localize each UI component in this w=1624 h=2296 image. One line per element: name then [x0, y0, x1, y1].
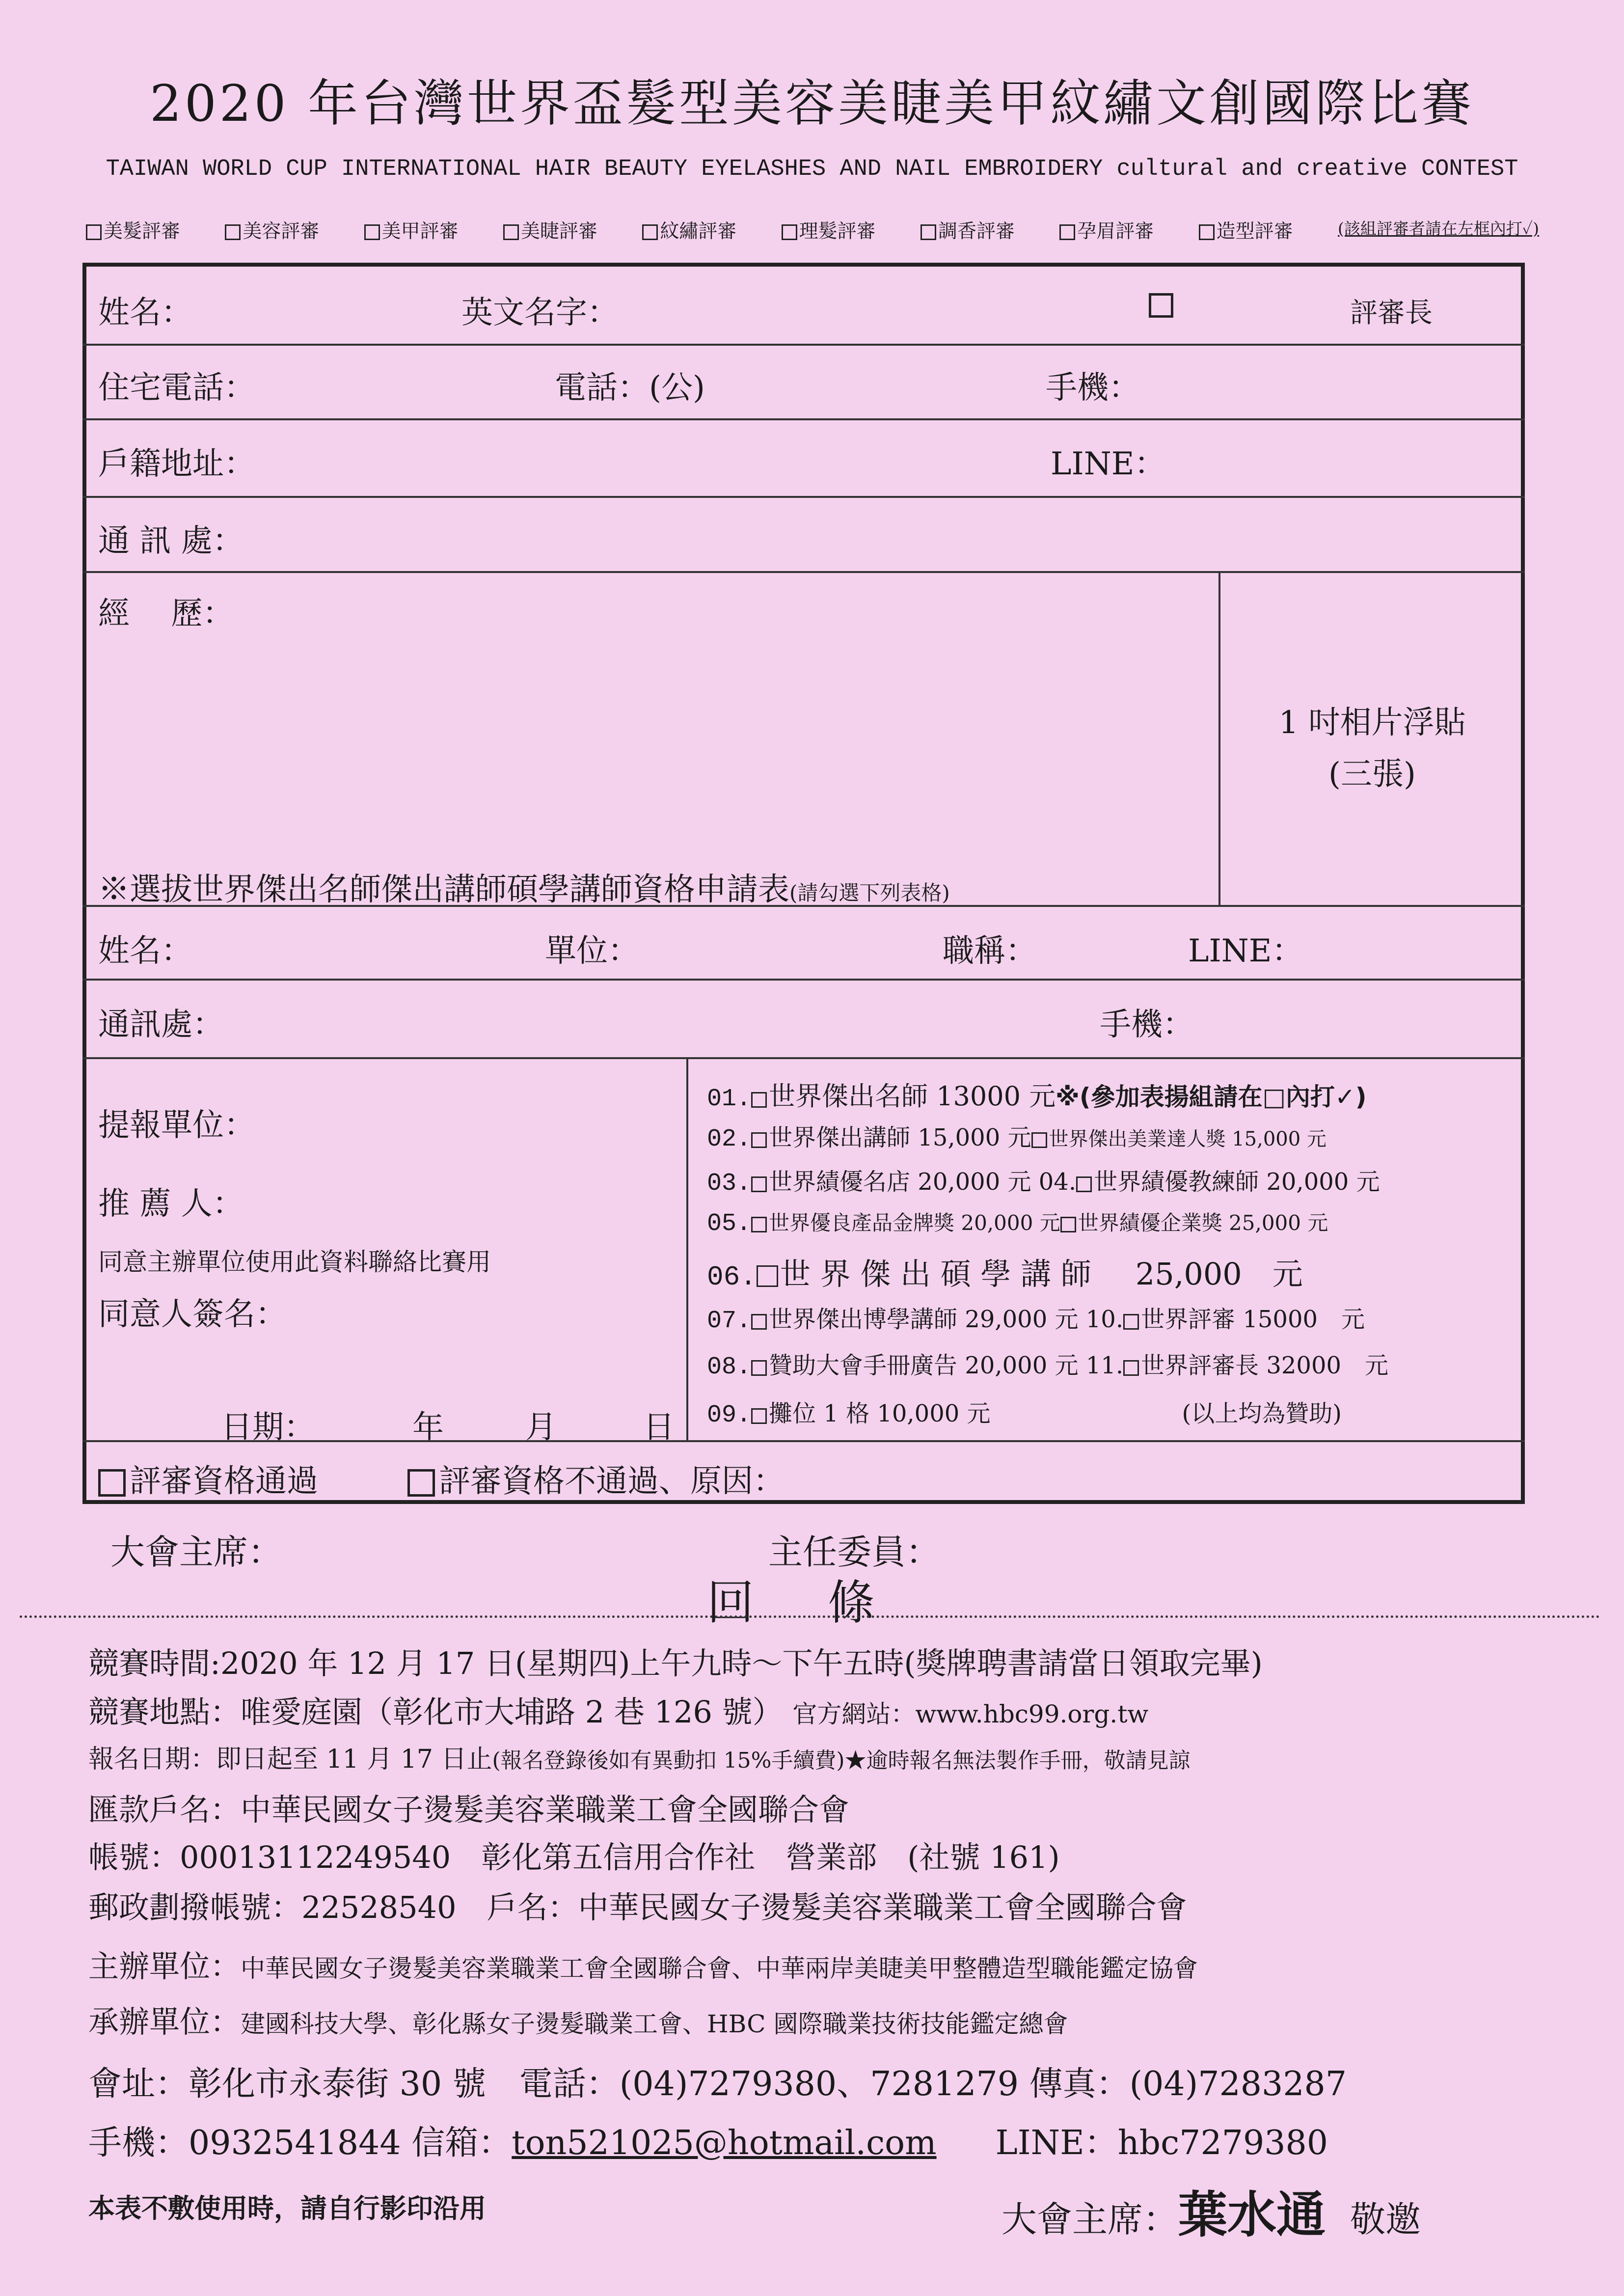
account-number: 帳號：00013112249540 彰化第五信用合作社 營業部 (社號 161)	[88, 1839, 1060, 1875]
checkbox-icon[interactable]	[751, 1408, 767, 1424]
checkbox-icon[interactable]	[1059, 224, 1075, 240]
co-organizer: 承辦單位：建國科技大學、彰化縣女子燙髮職業工會、HBC 國際職業技術技能鑑定總會	[88, 2004, 1068, 2040]
judge-cat-4[interactable]: 紋繡評審	[642, 216, 736, 244]
address-label: 戶籍地址：	[98, 446, 255, 482]
judge-cat-0[interactable]: 美髮評審	[86, 216, 180, 244]
email-link[interactable]: ton521025@hotmail.com	[512, 2124, 937, 2162]
option-03-04[interactable]: 03. 世界績優名店 20,000 元 04. 世界績優教練師 20,000 元	[707, 1168, 1380, 1198]
judge-category-row	[86, 216, 1539, 244]
consent-sign-label: 同意人簽名：	[98, 1296, 287, 1333]
judge-cat-8[interactable]: 造型評審	[1199, 216, 1293, 244]
english-name-label: 英文名字：	[461, 295, 619, 331]
recommender-label: 推 薦 人：	[98, 1186, 244, 1222]
checkbox-icon[interactable]	[364, 224, 380, 240]
checkbox-icon[interactable]	[1031, 1132, 1047, 1148]
checkbox-icon[interactable]	[1123, 1360, 1139, 1376]
chairman-signature: 大會主席：	[110, 1532, 282, 1572]
checkbox-icon[interactable]	[751, 1132, 767, 1148]
option-01[interactable]: 01. 世界傑出名師 13000 元※(參加表揚組請在□內打✓)	[707, 1081, 1367, 1113]
judge-note: (該組評審者請在左框內打✓)	[1337, 219, 1539, 238]
checkbox-icon[interactable]	[225, 224, 241, 240]
option-02[interactable]: 02. 世界傑出講師 15,000 元 世界傑出美業達人獎 15,000 元	[707, 1124, 1326, 1153]
judge-cat-6[interactable]: 調香評審	[920, 216, 1015, 244]
day-label: 日	[643, 1409, 675, 1446]
chairman-invite: 大會主席：葉水通 敬邀	[1001, 2186, 1421, 2243]
checkbox-icon[interactable]	[782, 224, 797, 240]
row-divider	[82, 571, 1525, 573]
line2-label: LINE：	[1188, 933, 1303, 969]
office-phone-label: 電話：(公)	[555, 370, 705, 406]
mobile-label: 手機：	[1046, 370, 1140, 406]
checkbox-icon[interactable]	[751, 1176, 767, 1192]
judge-cat-7[interactable]: 孕眉評審	[1059, 216, 1154, 244]
photo-count: (三張)	[1328, 756, 1416, 793]
option-07-10[interactable]: 07. 世界傑出博學講師 29,000 元 10. 世界評審 15000 元	[707, 1306, 1365, 1335]
experience-label: 經 歷：	[98, 596, 234, 632]
judge-cat-5[interactable]: 理髮評審	[782, 216, 876, 244]
checkbox-icon[interactable]	[86, 224, 102, 240]
option-05[interactable]: 05. 世界優良產品金牌獎 20,000 元 世界績優企業獎 25,000 元	[707, 1210, 1328, 1238]
row-divider	[82, 344, 1525, 346]
checkbox-icon[interactable]	[98, 1469, 126, 1497]
checkbox-icon[interactable]	[1149, 293, 1173, 318]
director-signature: 主任委員：	[768, 1532, 940, 1572]
options-divider	[686, 1057, 688, 1441]
row-divider	[82, 979, 1525, 981]
checkbox-icon[interactable]	[751, 1217, 767, 1232]
copy-note: 本表不敷使用時，請自行影印沿用	[88, 2193, 486, 2224]
row-divider	[82, 496, 1525, 498]
mobile2-label: 手機：	[1100, 1007, 1194, 1043]
checkbox-icon[interactable]	[1060, 1217, 1076, 1232]
photo-instruction: 1 吋相片浮貼	[1278, 705, 1466, 741]
line-label: LINE：	[1051, 446, 1166, 482]
contact-line: 手機：0932541844 信箱：ton521025@hotmail.com LINE：hbc7279380	[88, 2124, 1328, 2162]
page-title: 2020 年台灣世界盃髮型美容美睫美甲紋繡文創國際比賽	[149, 75, 1474, 133]
home-phone-label: 住宅電話：	[98, 370, 255, 406]
address-phone: 會址：彰化市永泰街 30 號 電話：(04)7279380、7281279 傳真：(04)7283287	[88, 2065, 1347, 2104]
photo-divider	[1218, 571, 1220, 906]
chief-judge-label: 評審長	[1350, 297, 1433, 329]
account-name: 匯款戶名：中華民國女子燙髮美容業職業工會全國聯合會	[88, 1792, 850, 1828]
checkbox-icon[interactable]	[751, 1314, 767, 1330]
checkbox-icon[interactable]	[920, 224, 936, 240]
name2-label: 姓名：	[98, 933, 192, 969]
checkbox-icon[interactable]	[407, 1469, 435, 1497]
option-06[interactable]: 06. 世 界 傑 出 碩 學 講 師 25,000 元	[707, 1256, 1303, 1293]
fail-option[interactable]: 評審資格不通過、原因：	[407, 1456, 785, 1501]
receipt-heading: 回條	[707, 1575, 948, 1630]
consent-text: 同意主辦單位使用此資料聯絡比賽用	[98, 1248, 491, 1276]
date-label: 日期：	[221, 1409, 315, 1446]
checkbox-icon[interactable]	[642, 224, 658, 240]
contest-venue: 競賽地點：唯愛庭園（彰化市大埔路 2 巷 126 號） 官方網站：www.hbc99.org.tw	[88, 1694, 1149, 1730]
checkbox-icon[interactable]	[757, 1265, 778, 1287]
judge-cat-2[interactable]: 美甲評審	[364, 216, 459, 244]
year-label: 年	[412, 1409, 444, 1446]
checkbox-icon[interactable]	[503, 224, 519, 240]
row-divider	[82, 1057, 1525, 1059]
page-subtitle: TAIWAN WORLD CUP INTERNATIONAL HAIR BEAUTY EYELASHES AND NAIL EMBROIDERY cultural and creative CONTEST	[106, 156, 1518, 182]
selection-title: ※選拔世界傑出名師傑出講師碩學講師資格申請表(請勾選下列表格)	[98, 872, 950, 908]
reporting-unit-label: 提報單位：	[98, 1107, 255, 1144]
judge-cat-1[interactable]: 美容評審	[225, 216, 319, 244]
chairman-name: 葉水通	[1178, 2186, 1326, 2243]
contest-time: 競賽時間:2020 年 12 月 17 日(星期四)上午九時～下午五時(獎牌聘書請當日領取完畢)	[88, 1645, 1263, 1681]
judge-cat-3[interactable]: 美睫評審	[503, 216, 597, 244]
website-link[interactable]: 官方網站：www.hbc99.org.tw	[792, 1700, 1149, 1728]
postal-account: 郵政劃撥帳號：22528540 戶名：中華民國女子燙髮美容業職業工會全國聯合會	[88, 1889, 1187, 1925]
month-label: 月	[525, 1409, 557, 1446]
checkbox-icon[interactable]	[751, 1360, 767, 1376]
job-title-label: 職稱：	[943, 933, 1037, 969]
chief-judge-checkbox[interactable]	[1149, 293, 1173, 318]
organizer: 主辦單位：中華民國女子燙髮美容業職業工會全國聯合會、中華兩岸美睫美甲整體造型職能鑑定協會	[88, 1948, 1198, 1984]
mailing2-label: 通訊處：	[98, 1007, 224, 1043]
mailing-label: 通 訊 處：	[98, 523, 244, 559]
checkbox-icon[interactable]	[1123, 1314, 1139, 1330]
option-08-11[interactable]: 08. 贊助大會手冊廣告 20,000 元 11. 世界評審長 32000 元	[707, 1352, 1389, 1381]
checkbox-icon[interactable]	[751, 1092, 767, 1108]
option-09[interactable]: 09. 攤位 1 格 10,000 元 (以上均為贊助)	[707, 1400, 1342, 1429]
unit-label: 單位：	[545, 933, 639, 969]
row-divider	[82, 418, 1525, 420]
checkbox-icon[interactable]	[1076, 1176, 1092, 1192]
checkbox-icon[interactable]	[1199, 224, 1215, 240]
name-label: 姓名：	[98, 295, 192, 331]
dotted-separator	[20, 1615, 1600, 1618]
registration-date: 報名日期：即日起至 11 月 17 日止(報名登錄後如有異動扣 15%手續費)★逾時報名無法製作手冊，敬請見諒	[88, 1745, 1191, 1774]
pass-option[interactable]: 評審資格通過	[98, 1456, 318, 1501]
